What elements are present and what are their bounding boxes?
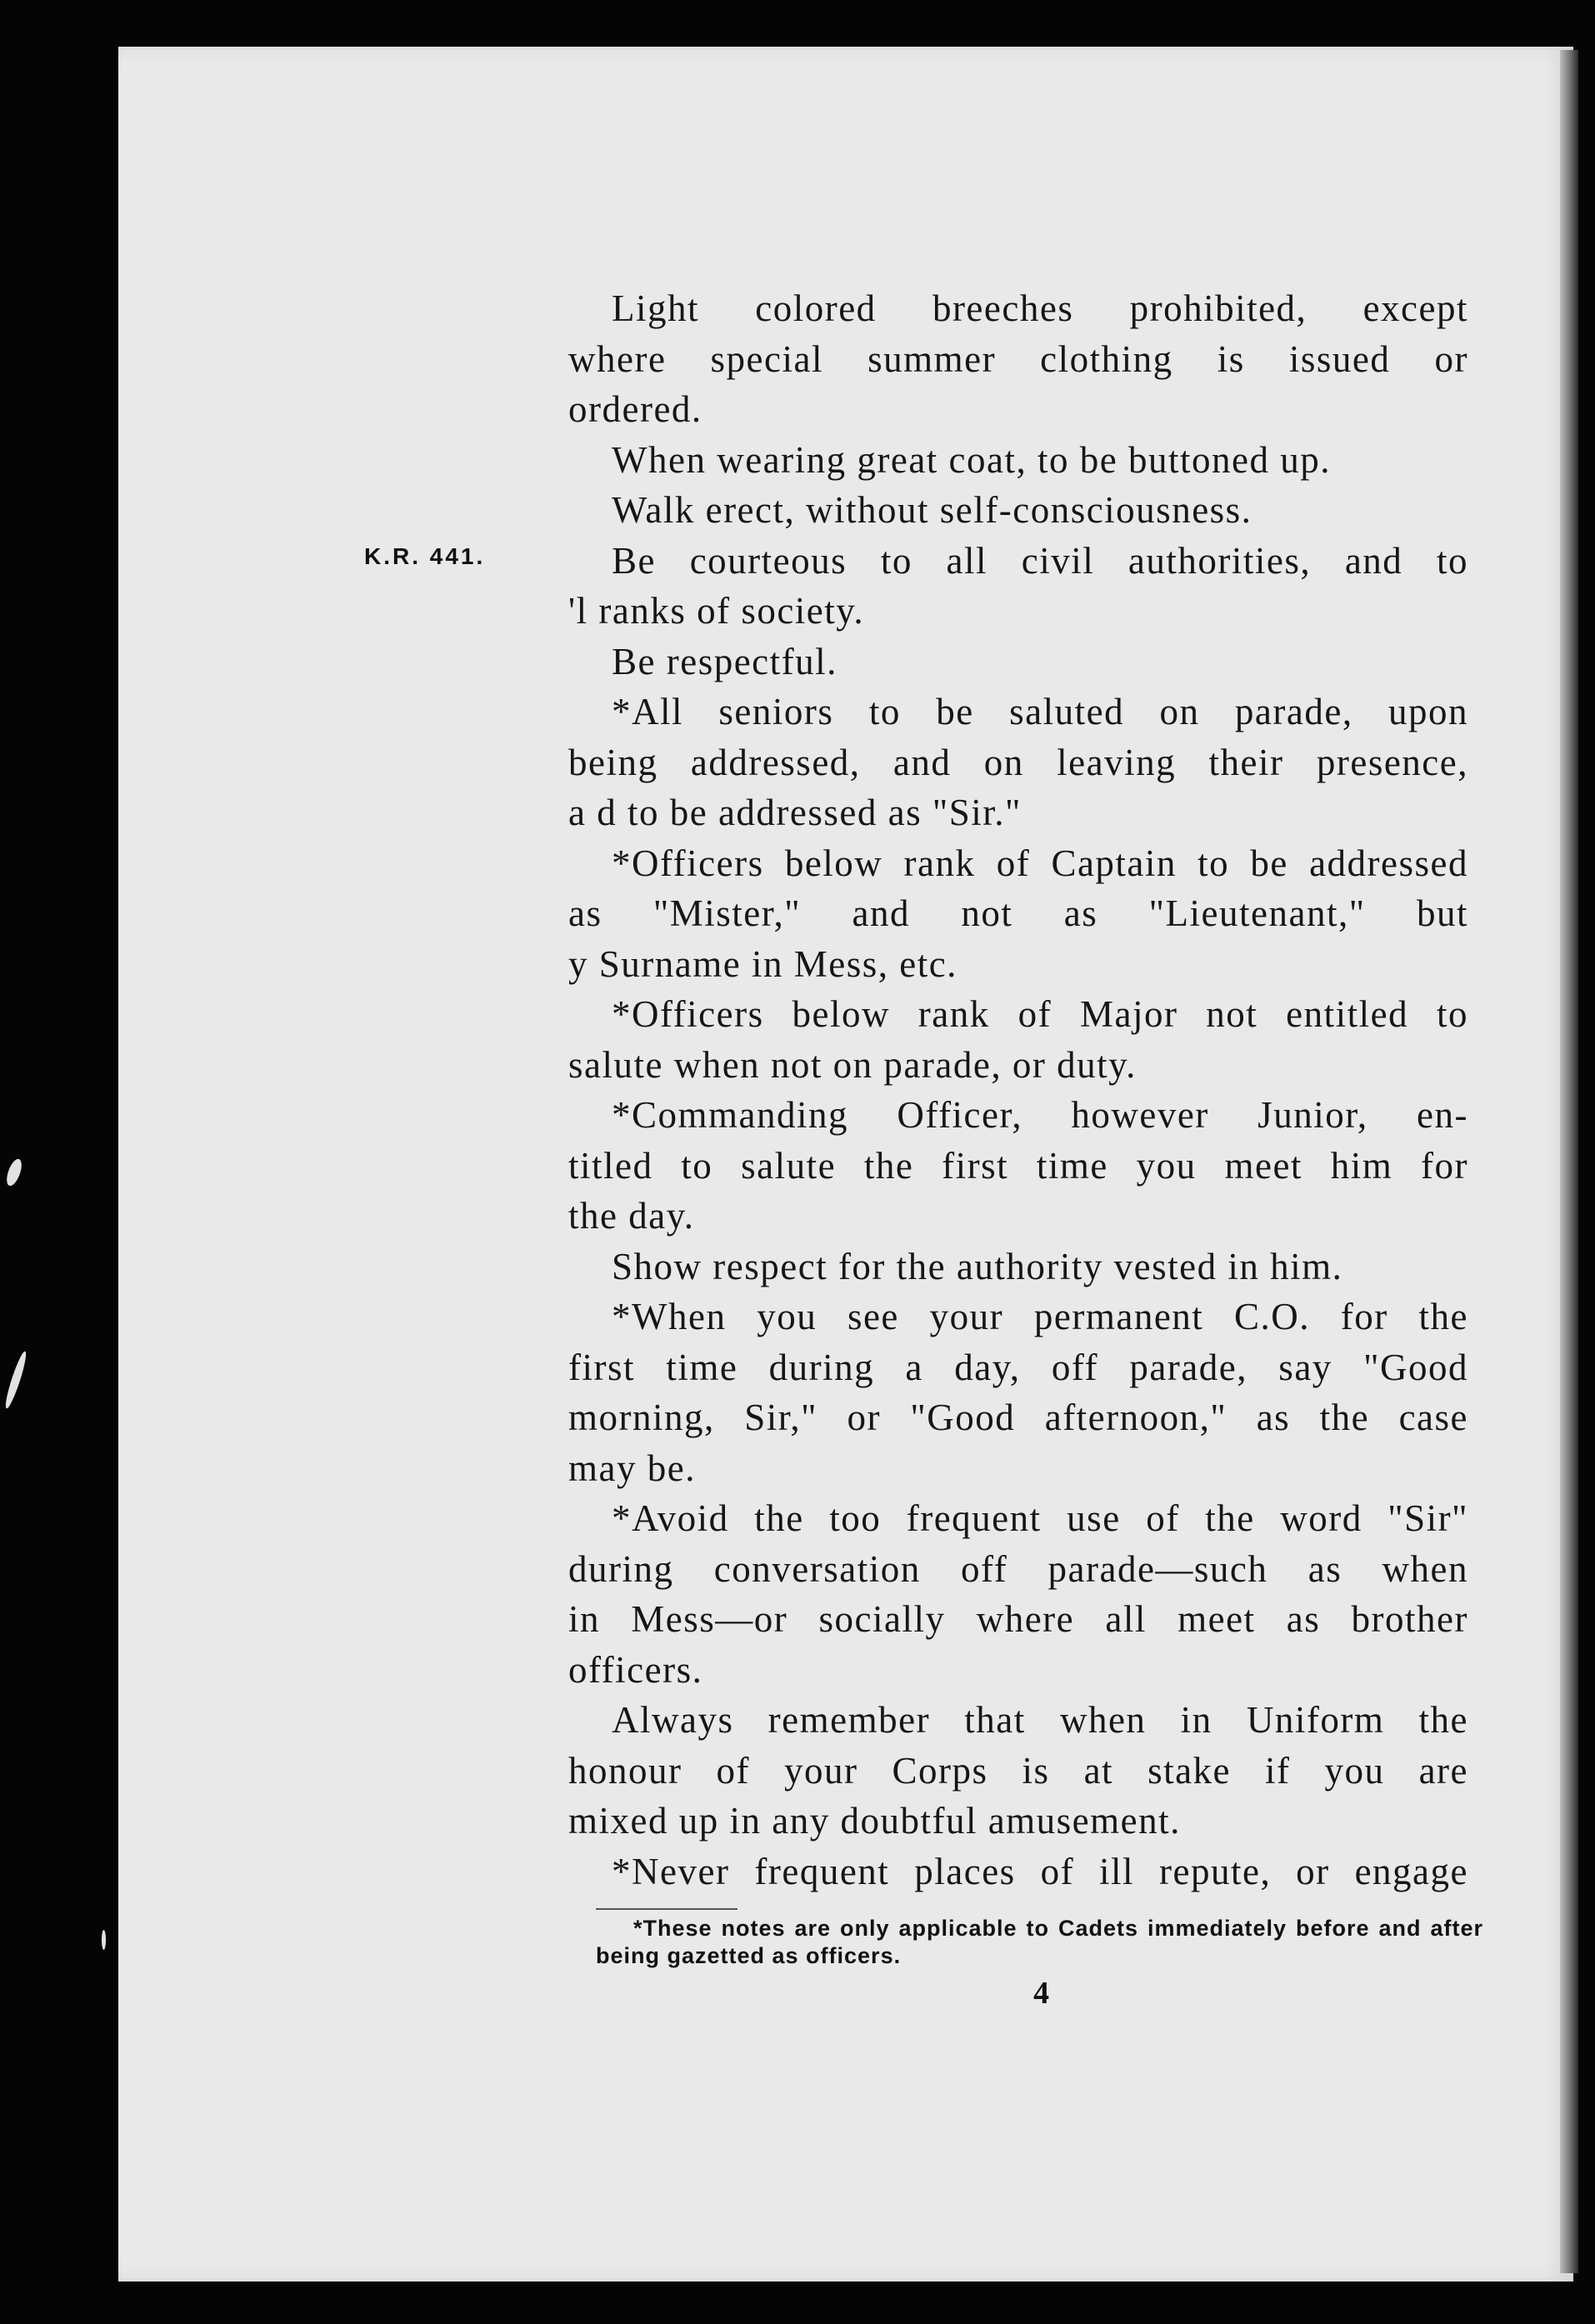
text-line: a d to be addressed as "Sir." bbox=[568, 792, 1022, 833]
text-line: 'l ranks of society. bbox=[568, 590, 865, 632]
text-line: y Surname in Mess, etc. bbox=[568, 942, 958, 985]
text-line: Be courteous to all civil authorities, and to bbox=[612, 539, 1468, 582]
text-line: ordered. bbox=[568, 388, 702, 430]
text-line: morning, Sir," or "Good afternoon," as the case bbox=[568, 1397, 1468, 1438]
text-line: titled to salute the first time you meet him for bbox=[568, 1144, 1468, 1187]
text-line: where special summer clothing is issued or bbox=[568, 337, 1468, 380]
text-line: first time during a day, off parade, say "Good bbox=[568, 1346, 1468, 1388]
text-line: When wearing great coat, to be buttoned up. bbox=[612, 438, 1331, 481]
text-line: Light colored breeches prohibited, except bbox=[612, 287, 1468, 329]
footnote bbox=[596, 1908, 1483, 1970]
text-line: Always remember that when in Uniform the bbox=[612, 1699, 1468, 1741]
text-line: honour of your Corps is at stake if you are bbox=[568, 1749, 1468, 1792]
text-line: officers. bbox=[568, 1648, 703, 1691]
text-line: during conversation off parade—such as when bbox=[568, 1547, 1468, 1590]
body-text bbox=[568, 283, 1468, 1897]
text-line: *All seniors to be saluted on parade, upon bbox=[612, 691, 1468, 732]
footnote-text: *These notes are only applicable to Cadets immediately before and after being gazetted as officers. bbox=[596, 1916, 1483, 1968]
text-line: being addressed, and on leaving their presence, bbox=[568, 741, 1468, 783]
text-line: as "Mister," and not as "Lieutenant," but bbox=[568, 892, 1468, 934]
text-line: the day. bbox=[568, 1195, 695, 1237]
text-line: mixed up in any doubtful amusement. bbox=[568, 1800, 1181, 1842]
page-edge bbox=[1560, 50, 1578, 2273]
text-line: Be respectful. bbox=[612, 640, 838, 682]
text-line: *Never frequent places of ill repute, or engage bbox=[612, 1850, 1468, 1892]
text-line: salute when not on parade, or duty. bbox=[568, 1043, 1137, 1086]
text-line: *Commanding Officer, however Junior, en- bbox=[612, 1094, 1468, 1136]
text-line: Show respect for the authority vested in him. bbox=[612, 1245, 1343, 1287]
text-line: Walk erect, without self-consciousness. bbox=[612, 489, 1252, 531]
text-line: *Officers below rank of Major not entitled to bbox=[612, 993, 1468, 1035]
page-number: 4 bbox=[1033, 1976, 1049, 2011]
margin-reference: K.R. 441. bbox=[364, 543, 486, 569]
text-line: *Officers below rank of Captain to be addressed bbox=[612, 842, 1468, 884]
footnote-divider bbox=[596, 1908, 738, 1910]
text-line: in Mess—or socially where all meet as brother bbox=[568, 1598, 1468, 1640]
text-line: may be. bbox=[568, 1447, 696, 1489]
text-line: *Avoid the too frequent use of the word "Sir" bbox=[612, 1497, 1468, 1539]
text-line: *When you see your permanent C.O. for the bbox=[612, 1296, 1468, 1337]
